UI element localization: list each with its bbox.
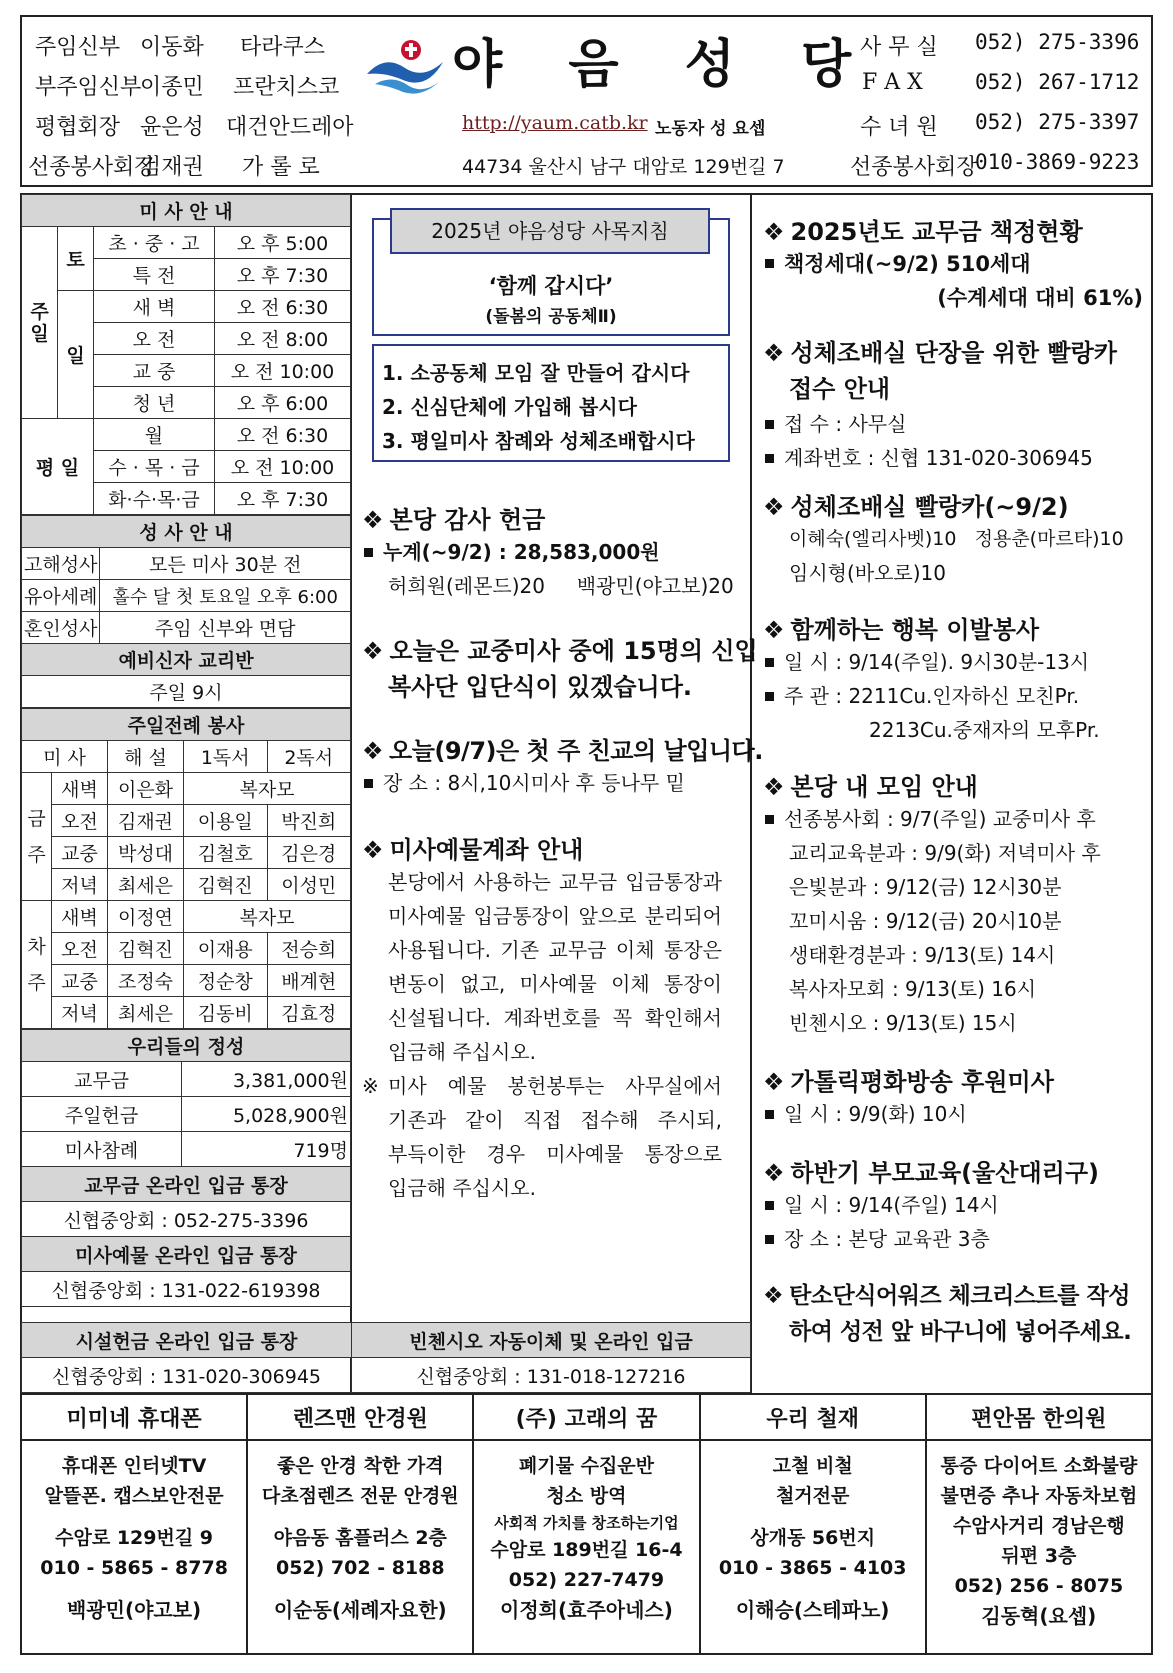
offering-value: 719명 [182, 1132, 351, 1167]
sacrament-key: 고해성사 [22, 548, 100, 580]
service-reader: 복자모 [184, 901, 351, 933]
altar-servers-notice [362, 633, 758, 669]
clergy-saint: 대건안드레아 [226, 115, 354, 140]
clergy-name: 김재권 [140, 155, 204, 180]
square-bullet-icon [364, 779, 373, 788]
meeting-item: 은빛분과 : 9/12(금) 12시30분 [789, 875, 1062, 899]
parish-address: 44734 울산시 남구 대암로 129번길 7 [462, 156, 785, 178]
offering-key: 교무금 [22, 1062, 182, 1097]
week-label: 금 주 [22, 773, 52, 901]
ad-line: 수암로 129번길 9 [55, 1527, 214, 1549]
palanca-names: 이혜숙(엘리사벳)10 정용춘(마르타)10 [789, 528, 1124, 550]
service-mass: 새벽 [52, 901, 108, 933]
ad-line: 폐기물 수집운반 [518, 1455, 655, 1477]
mass-time: 오 후 6:00 [214, 387, 350, 419]
service-header: 해 설 [108, 741, 184, 773]
weekday-label: 평 일 [22, 419, 94, 515]
ad-body [21, 1440, 247, 1654]
contact-label: 선종봉사회장 [850, 155, 978, 180]
clergy-role: 평협회장 [35, 115, 121, 140]
mass-time: 오 전 6:30 [214, 291, 350, 323]
ad-owner: 백광민(야고보) [66, 1598, 202, 1622]
ad-owner: 이정희(효주아네스) [500, 1598, 673, 1622]
ad-line: 야음동 홈플러스 2층 [273, 1527, 447, 1549]
catechumen-title: 예비신자 교리반 [22, 644, 351, 676]
meeting-item: 생태환경분과 : 9/13(토) 14시 [789, 943, 1056, 967]
mass-time: 오 후 7:30 [214, 483, 350, 515]
contact-label: 수 녀 원 [860, 115, 938, 140]
liturgy-service-table [21, 708, 351, 1029]
sacrament-key: 유아세례 [22, 580, 100, 612]
list-text: 접 수 : 사무실 [784, 412, 907, 436]
service-commentator: 최세은 [108, 997, 184, 1029]
mass-title: 미 사 안 내 [22, 195, 351, 227]
chapel-heading [763, 335, 1151, 371]
service-header: 2독서 [267, 741, 351, 773]
parent-edu-heading [763, 1153, 1151, 1188]
ad-line: 052) 702 - 8188 [275, 1557, 445, 1579]
square-bullet-icon [765, 420, 774, 429]
mass-schedule-table [21, 194, 351, 515]
service-reader: 복자모 [184, 773, 351, 805]
service-reader: 이성민 [267, 869, 351, 901]
parish-url-link[interactable] [462, 112, 648, 134]
list-text: 장 소 : 본당 교육관 3층 [784, 1227, 990, 1251]
service-commentator: 김혁진 [108, 933, 184, 965]
offering-key: 주일헌금 [22, 1097, 182, 1132]
service-reader: 이재용 [184, 933, 268, 965]
mass-name: 월 [94, 419, 215, 451]
goal-item: 3. 평일미사 참례와 성체조배합시다 [382, 429, 695, 453]
clergy-name: 이종민 [140, 75, 204, 100]
barber-line: 2213Cu.중재자의 모후Pr. [869, 718, 1100, 742]
sacrament-value: 모든 미사 30분 전 [100, 548, 351, 580]
list-text: 선종봉사회 : 9/7(주일) 교중미사 후 [784, 807, 1096, 831]
ad-line: 수암사거리 경남은행 [952, 1515, 1125, 1537]
list-text: 누계(~9/2) : 28,583,000원 [383, 540, 660, 564]
ad-body [926, 1440, 1152, 1654]
service-mass: 교중 [52, 965, 108, 997]
guideline-title-box: 2025년 야음성당 사목지침 [390, 208, 710, 254]
account-number: 신협중앙회 : 131-022-619398 [22, 1272, 351, 1307]
service-mass: 새벽 [52, 773, 108, 805]
column-divider [750, 193, 752, 1393]
mass-time: 오 전 10:00 [214, 451, 350, 483]
account-number: 신협중앙회 : 131-020-306945 [22, 1358, 352, 1393]
service-reader: 김동비 [184, 997, 268, 1029]
square-bullet-icon [765, 1201, 774, 1210]
clergy-role: 선종봉사회장 [28, 155, 156, 180]
meeting-item: 빈첸시오 : 9/13(토) 15시 [789, 1011, 1017, 1035]
tithe-line [763, 247, 1151, 281]
note-text: 미사 예물 봉헌봉투는 사무실에서 기존과 같이 직접 접수해 주시되, 부득이한 경우 미사예물 통장으로 입금해 주십시오. [388, 1074, 722, 1200]
mass-name: 수 · 목 · 금 [94, 451, 215, 483]
list-text: 주 관 : 2211Cu.인자하신 모친Pr. [784, 684, 1080, 708]
guideline-sub: (돌봄의 공동체Ⅱ) [485, 307, 617, 327]
mass-name: 초 · 중 · 고 [94, 227, 215, 259]
heading-text: 2025년도 교무금 책정현황 [790, 218, 1083, 246]
square-bullet-icon [765, 259, 774, 268]
account-number: 신협중앙회 : 052-275-3396 [22, 1202, 351, 1237]
service-commentator: 이정연 [108, 901, 184, 933]
heading-text: 함께하는 행복 이발봉사 [790, 616, 1040, 644]
thanks-total [362, 535, 747, 569]
diamond-bullet-icon: ❖ [362, 836, 384, 864]
meeting-item [763, 802, 1151, 836]
barber-line [763, 679, 1151, 713]
sacrament-table [21, 515, 351, 708]
ad-line: 휴대폰 인터넷TV [61, 1455, 207, 1477]
mass-account-body: 본당에서 사용하는 교무금 입금통장과 미사예물 입금통장이 앞으로 분리되어 사용됩니다. 기존 교무금 이체 통장은 변동이 없고, 미사예물 이체 통장이 신설됩니다. 계좌번호를 꼭 확인해서 입금해 주십시오. [388, 870, 722, 1064]
list-text: 일 시 : 9/9(화) 10시 [784, 1102, 967, 1126]
ad-owner: 이해승(스테파노) [735, 1598, 890, 1622]
ad-name: 편안몸 한의원 [926, 1394, 1152, 1440]
sunday-label: 주일 [22, 227, 58, 419]
url-text[interactable]: http://yaum.catb.kr [462, 112, 648, 134]
clergy-saint: 타라쿠스 [240, 35, 326, 60]
chapel-line [763, 441, 1151, 475]
altar-servers-notice-2: 복사단 입단식이 있겠습니다. [388, 673, 693, 701]
goal-item: 1. 소공동체 모임 잘 만들어 갑시다 [382, 361, 690, 385]
service-reader: 박진희 [267, 805, 351, 837]
sacrament-key: 혼인성사 [22, 612, 100, 644]
ad-line: 뒤편 3층 [1001, 1545, 1077, 1567]
ad-body [473, 1440, 699, 1654]
diamond-bullet-icon: ❖ [763, 773, 785, 801]
ad-line: 청소 방역 [546, 1485, 627, 1507]
diamond-bullet-icon: ❖ [763, 339, 785, 367]
mass-name: 새 벽 [94, 291, 215, 323]
contact-value: 052) 267-1712 [975, 70, 1140, 94]
heading-text: 하반기 부모교육(울산대리구) [790, 1159, 1100, 1187]
mass-name: 특 전 [94, 259, 215, 291]
left-column [21, 194, 351, 1307]
meeting-item: 꼬미시움 : 9/12(금) 20시10분 [789, 909, 1062, 933]
heading-text: 미사예물계좌 안내 [389, 836, 584, 864]
account-title: 시설헌금 온라인 입금 통장 [22, 1323, 352, 1358]
ad-line: 고철 비철 [772, 1455, 853, 1477]
account-title: 교무금 온라인 입금 통장 [22, 1167, 351, 1202]
service-mass: 저녁 [52, 869, 108, 901]
square-bullet-icon [765, 1110, 774, 1119]
saturday-label: 토 [58, 227, 94, 291]
ad-line: 상개동 56번지 [750, 1527, 876, 1549]
mass-name: 청 년 [94, 387, 215, 419]
heading-text: 본당 감사 헌금 [389, 506, 546, 534]
service-reader: 이용일 [184, 805, 268, 837]
clergy-role: 부주임신부 [35, 75, 142, 100]
sacrament-title: 성 사 안 내 [22, 516, 351, 548]
offering-value: 5,028,900원 [182, 1097, 351, 1132]
account-title: 빈첸시오 자동이체 및 온라인 입금 [352, 1323, 751, 1358]
heading-text: 본당 내 모임 안내 [790, 773, 978, 801]
square-bullet-icon [765, 658, 774, 667]
note-mark: ※ [362, 1074, 379, 1098]
heading-text: 오늘(9/7)은 첫 주 친교의 날입니다. [389, 737, 763, 765]
clergy-saint: 가 롤 로 [242, 155, 320, 180]
chapel-line [763, 407, 1151, 441]
service-reader: 김은경 [267, 837, 351, 869]
barber-line [763, 645, 1151, 679]
diamond-bullet-icon: ❖ [763, 1068, 785, 1096]
square-bullet-icon [765, 454, 774, 463]
contact-label: 사 무 실 [860, 35, 938, 60]
cpbc-heading [763, 1062, 1151, 1097]
ad-name: (주) 고래의 꿈 [473, 1394, 699, 1440]
contact-label: F A X [862, 70, 923, 95]
account-number: 신협중앙회 : 131-018-127216 [352, 1358, 751, 1393]
square-bullet-icon [765, 1235, 774, 1244]
list-text: 일 시 : 9/14(주일) 14시 [784, 1193, 999, 1217]
tithe-heading [763, 212, 1151, 247]
clergy-name: 윤은성 [140, 115, 204, 140]
service-commentator: 박성대 [108, 837, 184, 869]
clergy-name: 이동화 [140, 35, 204, 60]
mass-name: 화·수·목·금 [94, 483, 215, 515]
service-title: 주일전례 봉사 [22, 709, 351, 741]
parish-patron: 노동자 성 요셉 [655, 119, 766, 139]
barber-heading [763, 610, 1151, 645]
diamond-bullet-icon: ❖ [362, 737, 384, 765]
heading-text: 탄소단식어워즈 체크리스트를 작성 [789, 1283, 1130, 1309]
service-header: 1독서 [184, 741, 268, 773]
diamond-bullet-icon: ❖ [763, 1159, 785, 1187]
diamond-bullet-icon: ❖ [362, 637, 384, 665]
service-commentator: 이은화 [108, 773, 184, 805]
heading-text: 성체조배실 빨랑카(~9/2) [790, 493, 1069, 521]
offering-value: 3,381,000원 [182, 1062, 351, 1097]
parish-title: 야 음 성 당 [452, 35, 876, 95]
palanca-heading [763, 487, 1151, 522]
ad-name: 미미네 휴대폰 [21, 1394, 247, 1440]
fellowship-place [362, 766, 747, 800]
diamond-bullet-icon: ❖ [763, 218, 785, 246]
service-reader: 정순창 [184, 965, 268, 997]
ad-line: 다초점렌즈 전문 안경원 [261, 1485, 459, 1507]
carbon-notice [763, 1278, 1151, 1314]
ad-line: 수암로 189번길 16-4 [490, 1539, 683, 1561]
square-bullet-icon [364, 548, 373, 557]
chapel-heading-2: 접수 안내 [789, 375, 891, 403]
square-bullet-icon [765, 692, 774, 701]
diamond-bullet-icon: ❖ [763, 616, 785, 644]
ad-name: 우리 철재 [700, 1394, 926, 1440]
account-title: 미사예물 온라인 입금 통장 [22, 1237, 351, 1272]
service-commentator: 조정숙 [108, 965, 184, 997]
right-column [763, 212, 1151, 1350]
diamond-bullet-icon: ❖ [763, 1283, 784, 1309]
square-bullet-icon [765, 815, 774, 824]
service-reader: 배계현 [267, 965, 351, 997]
thanks-names: 허희원(레몬드)20 백광민(야고보)20 [388, 574, 734, 598]
ad-line: 010 - 5865 - 8778 [40, 1557, 228, 1579]
list-text: 책정세대(~9/2) 510세대 [784, 252, 1031, 276]
tithe-ratio: (수계세대 대비 61%) [937, 286, 1143, 310]
meeting-item: 복사자모회 : 9/13(토) 16시 [789, 977, 1037, 1001]
goal-item: 2. 신심단체에 가입해 봅시다 [382, 395, 637, 419]
ad-body [247, 1440, 473, 1654]
sacrament-value: 주임 신부와 면담 [100, 612, 351, 644]
ad-line: 통증 다이어트 소화불량 [940, 1455, 1138, 1477]
meetings-heading [763, 767, 1151, 802]
clergy-role: 주임신부 [35, 35, 121, 60]
list-text: 계좌번호 : 신협 131-020-306945 [784, 446, 1093, 470]
mass-account-heading [362, 830, 747, 865]
fellowship-heading [362, 731, 763, 766]
middle-column [362, 500, 763, 1205]
contact-value: 052) 275-3396 [975, 30, 1140, 54]
sun-label: 일 [58, 291, 94, 419]
ad-name: 렌즈맨 안경원 [247, 1394, 473, 1440]
contact-value: 010-3869-9223 [975, 150, 1140, 174]
ad-line: 좋은 안경 착한 가격 [276, 1455, 444, 1477]
heading-text: 성체조배실 단장을 위한 빨랑카 [790, 339, 1117, 367]
service-mass: 교중 [52, 837, 108, 869]
heading-text: 오늘은 교중미사 중에 15명의 신입 [389, 637, 758, 665]
sponsor-ads [20, 1393, 1153, 1655]
parent-edu-line [763, 1188, 1151, 1222]
ad-owner: 이순동(세례자요한) [273, 1598, 447, 1622]
list-text: 장 소 : 8시,10시미사 후 등나무 밑 [383, 771, 685, 795]
service-reader: 김혁진 [184, 869, 268, 901]
ad-line: 철거전문 [775, 1485, 850, 1507]
catechumen-time: 주일 9시 [22, 676, 351, 708]
parish-logo-icon [365, 36, 445, 96]
guideline-slogan: ‘함께 갑시다’ [488, 274, 614, 298]
service-mass: 저녁 [52, 997, 108, 1029]
offering-key: 미사참례 [22, 1132, 182, 1167]
service-mass: 오전 [52, 805, 108, 837]
ad-line: 010 - 3865 - 4103 [718, 1557, 907, 1579]
sacrament-value: 홀수 달 첫 토요일 오후 6:00 [100, 580, 351, 612]
offering-table [21, 1029, 351, 1307]
ad-line: 알뜰폰. 캡스보안전문 [44, 1485, 224, 1507]
parent-edu-line [763, 1222, 1151, 1256]
thanks-heading [362, 500, 747, 535]
clergy-saint: 프란치스코 [233, 75, 340, 100]
service-reader: 전승희 [267, 933, 351, 965]
ad-owner: 김동혁(요셉) [981, 1604, 1097, 1628]
ad-line: 052) 256 - 8075 [954, 1575, 1124, 1597]
mass-time: 오 전 10:00 [214, 355, 350, 387]
list-text: 일 시 : 9/14(주일). 9시30분-13시 [784, 650, 1090, 674]
service-reader: 김철호 [184, 837, 268, 869]
offering-title: 우리들의 정성 [22, 1030, 351, 1062]
goals-box [372, 344, 730, 462]
mass-name: 교 중 [94, 355, 215, 387]
mass-account-note [362, 1069, 722, 1205]
mass-time: 오 후 5:00 [214, 227, 350, 259]
service-commentator: 김재권 [108, 805, 184, 837]
ad-body [700, 1440, 926, 1654]
mass-time: 오 전 8:00 [214, 323, 350, 355]
service-header: 미 사 [22, 741, 108, 773]
ad-line: 사회적 가치를 창조하는기업 [494, 1514, 679, 1532]
diamond-bullet-icon: ❖ [763, 493, 785, 521]
cpbc-line [763, 1097, 1151, 1131]
contact-value: 052) 275-3397 [975, 110, 1140, 134]
ad-line: 052) 227-7479 [508, 1569, 665, 1591]
service-mass: 오전 [52, 933, 108, 965]
service-commentator: 최세은 [108, 869, 184, 901]
ad-line: 불면증 추나 자동차보험 [940, 1485, 1138, 1507]
service-reader: 김효정 [267, 997, 351, 1029]
meeting-item: 교리교육분과 : 9/9(화) 저녁미사 후 [789, 841, 1101, 865]
week-label: 차 주 [22, 901, 52, 1029]
heading-text: 가톨릭평화방송 후원미사 [790, 1068, 1054, 1096]
facility-accounts-table [21, 1322, 751, 1393]
diamond-bullet-icon: ❖ [362, 506, 384, 534]
mass-time: 오 전 6:30 [214, 419, 350, 451]
mass-time: 오 후 7:30 [214, 259, 350, 291]
mass-name: 오 전 [94, 323, 215, 355]
palanca-names: 임시형(바오로)10 [789, 561, 946, 585]
carbon-notice-2: 하여 성전 앞 바구니에 넣어주세요. [789, 1319, 1132, 1345]
